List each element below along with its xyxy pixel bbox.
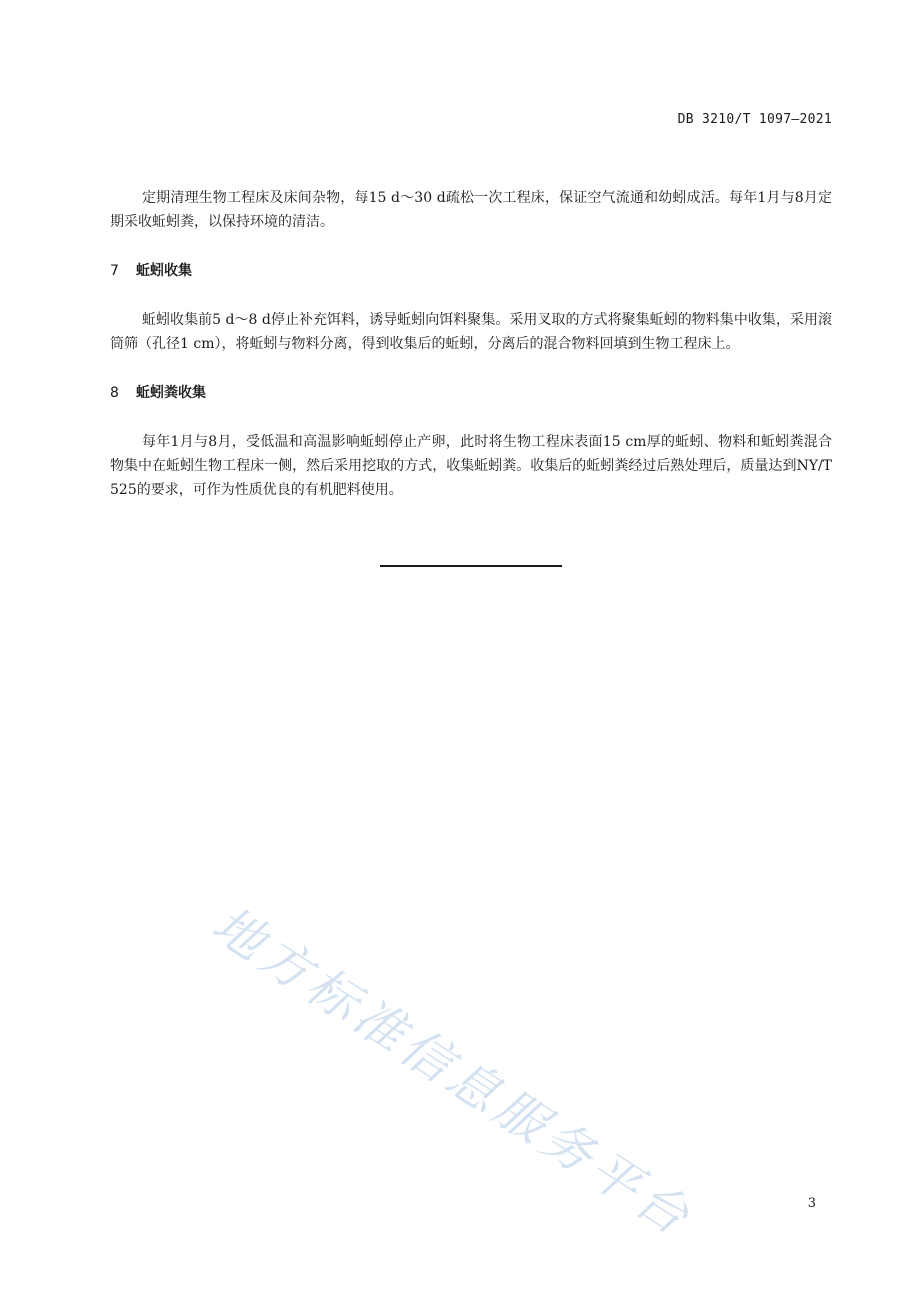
section-title: 蚯蚓收集 [136,263,192,279]
section-number: 7 [110,263,119,279]
page-number: 3 [807,1196,816,1211]
section-heading-8 [110,381,832,405]
end-of-document-rule [380,565,562,567]
paragraph-earthworm-collection: 蚯蚓收集前5 d～8 d停止补充饵料，诱导蚯蚓向饵料聚集。采用叉取的方式将聚集蚯蚓的物料集中收集，采用滚筒筛（孔径1 cm），将蚯蚓与物料分离，得到收集后的蚯蚓，分离后的混合物料回填到生物工程床上。 [110,312,832,352]
section-number: 8 [110,385,119,401]
document-code: DB 3210/T 1097—2021 [677,112,832,127]
paragraph-vermicompost-collection: 每年1月与8月，受低温和高温影响蚯蚓停止产卵，此时将生物工程床表面15 cm厚的蚯蚓、物料和蚯蚓粪混合物集中在蚯蚓生物工程床一侧，然后采用挖取的方式，收集蚯蚓粪。收集后的蚯蚓粪经过后熟处理后，质量达到NY/T 525的要求，可作为性质优良的有机肥料使用。 [110,434,832,498]
section-title: 蚯蚓粪收集 [136,385,206,401]
watermark: 地方标准信息服务平台 [202,895,704,1249]
document-body [110,186,832,502]
paragraph-cleaning: 定期清理生物工程床及床间杂物，每15 d～30 d疏松一次工程床，保证空气流通和幼蚓成活。每年1月与8月定期采收蚯蚓粪，以保持环境的清洁。 [110,190,832,230]
section-heading-7 [110,259,832,283]
